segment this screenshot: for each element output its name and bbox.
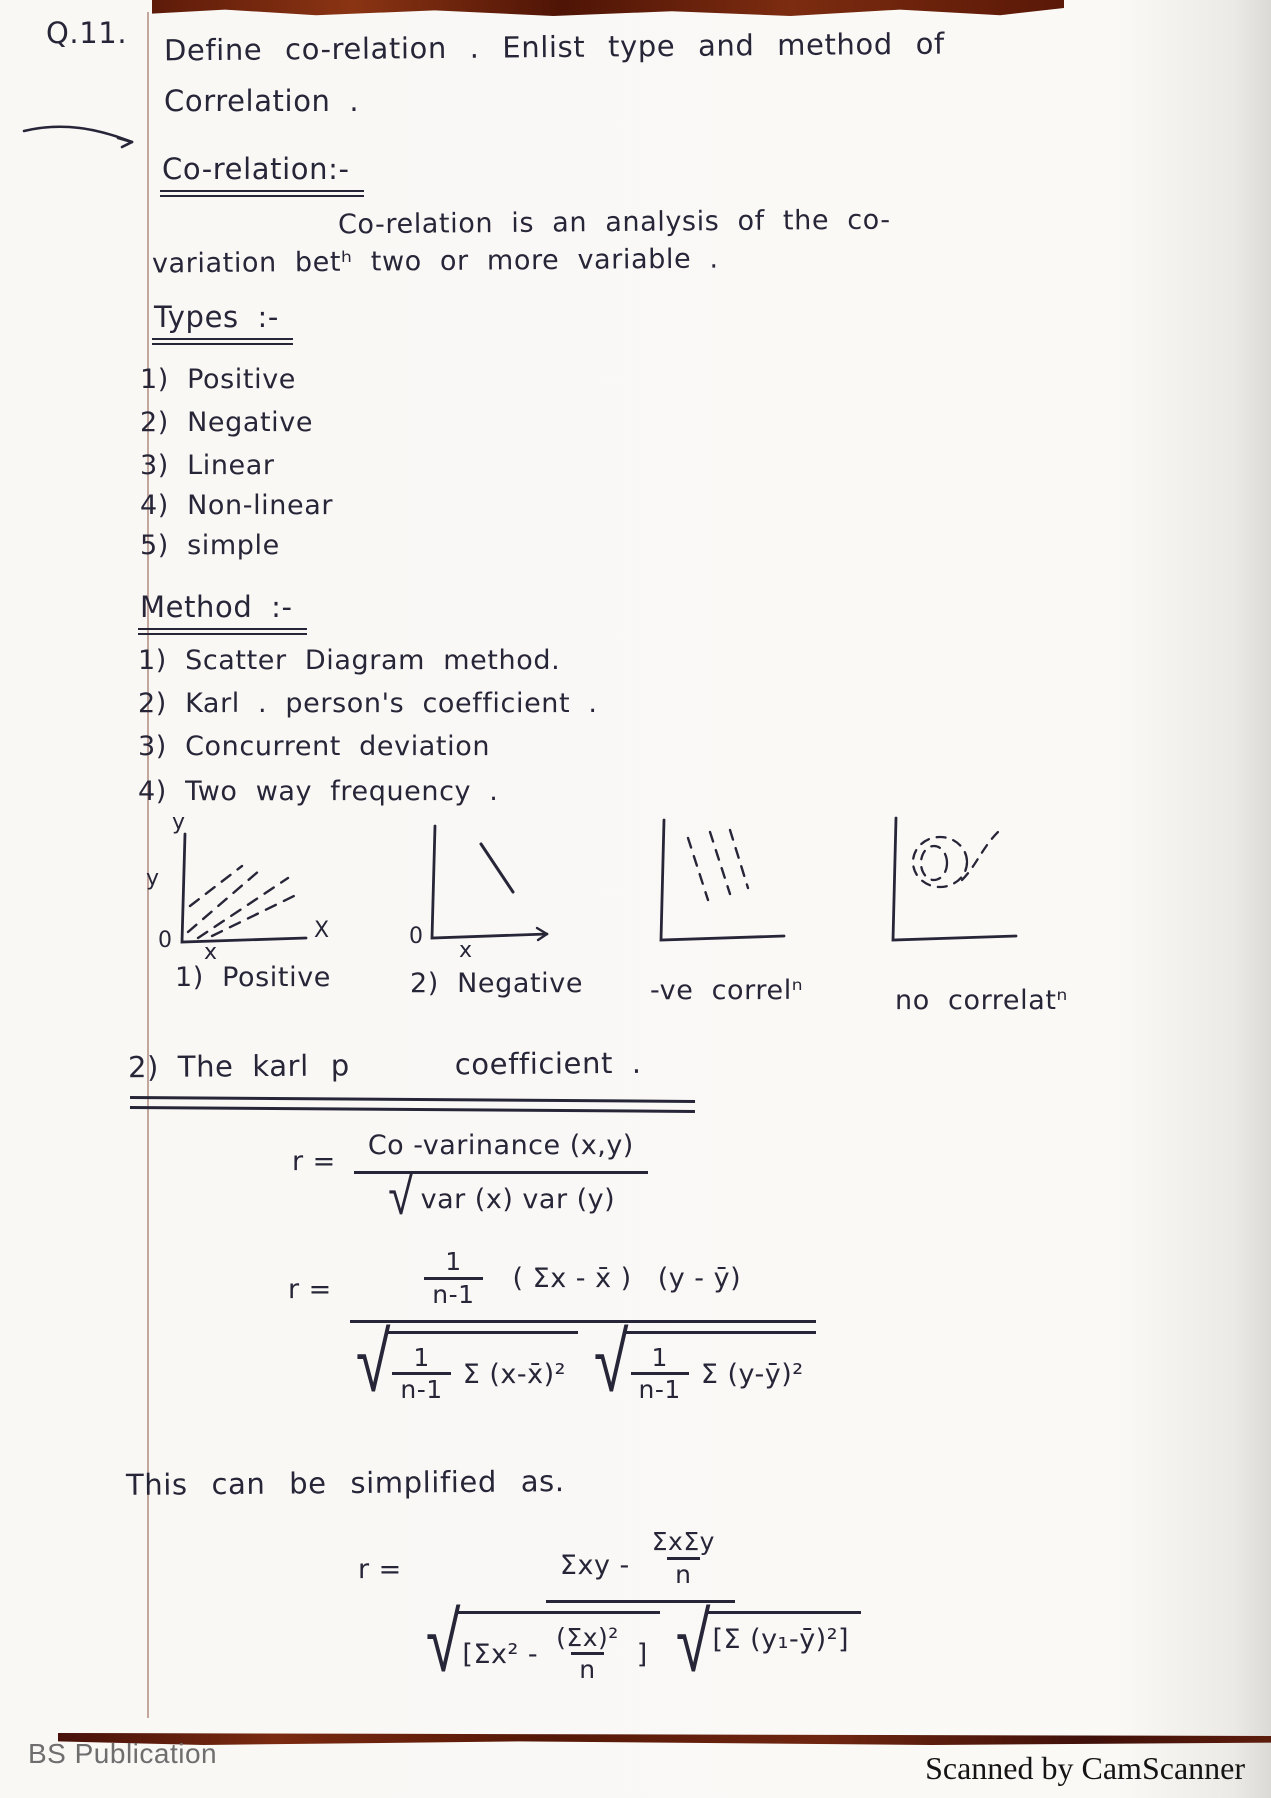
frac-numerator: 1 — [651, 1342, 668, 1372]
formula3-den1-open: [Σx² - — [462, 1638, 539, 1670]
type-item: 5) simple — [140, 530, 280, 561]
radical-sign: √ — [675, 1592, 711, 1691]
formula3-sqrt-y-body — [706, 1611, 861, 1655]
formula3-num-fraction — [646, 1528, 721, 1590]
frac-denominator: n — [571, 1652, 603, 1685]
formula-pearson-expanded — [288, 1247, 816, 1411]
methods-heading: Method :- — [138, 590, 307, 635]
frac-numerator: 1 — [413, 1342, 430, 1372]
method-item: 3) Concurrent deviation — [138, 731, 491, 762]
diagram-label-negative: 2) Negative — [410, 968, 584, 999]
frac-denominator: n — [667, 1557, 699, 1590]
no-correlation-scribble-plot — [858, 808, 1043, 968]
question-text-line2: Correlation . — [164, 84, 360, 118]
axis-label-x-below: x — [459, 938, 473, 963]
formula3-sqrt-x-body — [456, 1611, 659, 1686]
formula2-den1-fraction — [392, 1344, 450, 1406]
axis-label-y-top: y — [172, 810, 186, 835]
formula2-sqrt-y — [588, 1312, 816, 1411]
diagram-label-neg-correl: -ve correlⁿ — [650, 975, 804, 1006]
diagram-label-no-correl: no correlatⁿ — [895, 985, 1068, 1016]
publisher-watermark: BS Publication — [28, 1738, 218, 1769]
negative-scatter-plot — [632, 812, 807, 962]
diagram-label-positive: 1) Positive — [175, 962, 331, 993]
question-number: Q.11. — [46, 16, 128, 50]
radical-sign: √ — [425, 1592, 461, 1691]
formula3-den1-close: ] — [636, 1638, 648, 1670]
formula3-sqrt-y — [670, 1592, 861, 1691]
karl-heading — [128, 1046, 642, 1084]
positive-correlation-diagram — [138, 810, 348, 965]
correlation-body-line2: variation betʰ two or more variable . — [151, 243, 719, 280]
book-spine-top-strip — [152, 0, 1064, 16]
negative-line-plot — [405, 816, 575, 961]
formula1-denominator-text: var (x) var (y) — [420, 1184, 616, 1215]
type-item: 4) Non-linear — [140, 490, 334, 521]
formula3-numerator — [546, 1528, 735, 1603]
no-correlation-diagram — [858, 808, 1043, 968]
axis-label-y-left: y — [146, 866, 160, 891]
type-item: 2) Negative — [140, 407, 314, 438]
frac-numerator: 1 — [445, 1247, 462, 1276]
formula3-num-left: Σxy - — [559, 1550, 630, 1582]
formula3-fraction — [420, 1527, 861, 1691]
method-item: 2) Karl . person's coefficient . — [138, 688, 598, 719]
formula1-denominator — [386, 1164, 616, 1227]
formula1-numerator-text: Co -varinance (x,y) — [367, 1130, 634, 1161]
formula2-den2-fraction — [631, 1344, 689, 1406]
type-item: 3) Linear — [140, 450, 275, 481]
book-spine-bottom-strip — [58, 1733, 1271, 1745]
formula1-fraction — [354, 1130, 648, 1227]
karl-heading-part2: p — [330, 1048, 350, 1083]
formula3-lhs: r = — [358, 1554, 402, 1585]
simplified-note: This can be simplified as. — [125, 1464, 565, 1502]
frac-denominator: n-1 — [631, 1372, 689, 1405]
formula3-den2-sum: [Σ (y₁-ȳ)²] — [712, 1623, 850, 1655]
formula2-term-x: ( Σx - x̄ ) — [512, 1263, 632, 1295]
frac-numerator: (Σx)² — [556, 1622, 619, 1652]
negative-correlation-scatter-diagram — [632, 812, 807, 962]
karl-heading-part3: coefficient . — [454, 1045, 642, 1082]
formula2-coefficient-fraction — [424, 1248, 482, 1310]
formula1-lhs: r = — [292, 1146, 336, 1177]
formula2-term-y: (y - ȳ) — [657, 1263, 742, 1295]
axis-label-x-right: X — [314, 918, 330, 943]
formula3-den1-fraction — [550, 1624, 625, 1686]
axis-label-origin: 0 — [409, 924, 423, 949]
frac-denominator: n-1 — [392, 1372, 450, 1405]
formula2-lhs: r = — [288, 1274, 332, 1305]
formula-pearson-definition — [292, 1130, 648, 1227]
radical-sign: √ — [355, 1312, 391, 1411]
type-item: 1) Positive — [140, 364, 296, 395]
formula3-denominator — [420, 1592, 861, 1691]
camscanner-watermark: Scanned by CamScanner — [925, 1750, 1245, 1786]
formula2-sqrt-x-body — [386, 1331, 578, 1406]
radical-sign: √ — [388, 1164, 415, 1227]
formula2-den1-sum: Σ (x-x̄)² — [462, 1358, 566, 1390]
formula2-den2-sum: Σ (y-ȳ)² — [700, 1358, 804, 1390]
correlation-body-line1: Co-relation is an analysis of the co- — [337, 204, 891, 241]
types-heading: Types :- — [152, 300, 293, 345]
method-item: 1) Scatter Diagram method. — [138, 645, 561, 676]
negative-correlation-diagram — [405, 816, 575, 961]
frac-numerator: ΣxΣy — [651, 1527, 715, 1556]
frac-denominator: n-1 — [424, 1277, 482, 1310]
formula2-sqrt-x — [350, 1312, 578, 1411]
karl-heading-underline — [130, 1096, 695, 1113]
axis-label-origin: 0 — [158, 928, 172, 953]
formula3-sqrt-x — [420, 1592, 660, 1691]
axis-label-x-below: x — [204, 940, 218, 965]
radical-sign: √ — [593, 1312, 629, 1411]
arrow-icon — [20, 116, 144, 152]
formula2-sqrt-y-body — [625, 1331, 816, 1406]
formula2-fraction — [350, 1247, 816, 1411]
formula2-numerator — [410, 1248, 755, 1320]
formula2-denominator — [350, 1312, 816, 1411]
formula-pearson-simplified — [358, 1527, 861, 1691]
method-item: 4) Two way frequency . — [138, 776, 499, 807]
question-text-line1: Define co-relation . Enlist type and method of — [163, 26, 945, 68]
karl-heading-part1: 2) The karl — [127, 1048, 309, 1085]
correlation-heading: Co-relation:- — [160, 152, 364, 197]
